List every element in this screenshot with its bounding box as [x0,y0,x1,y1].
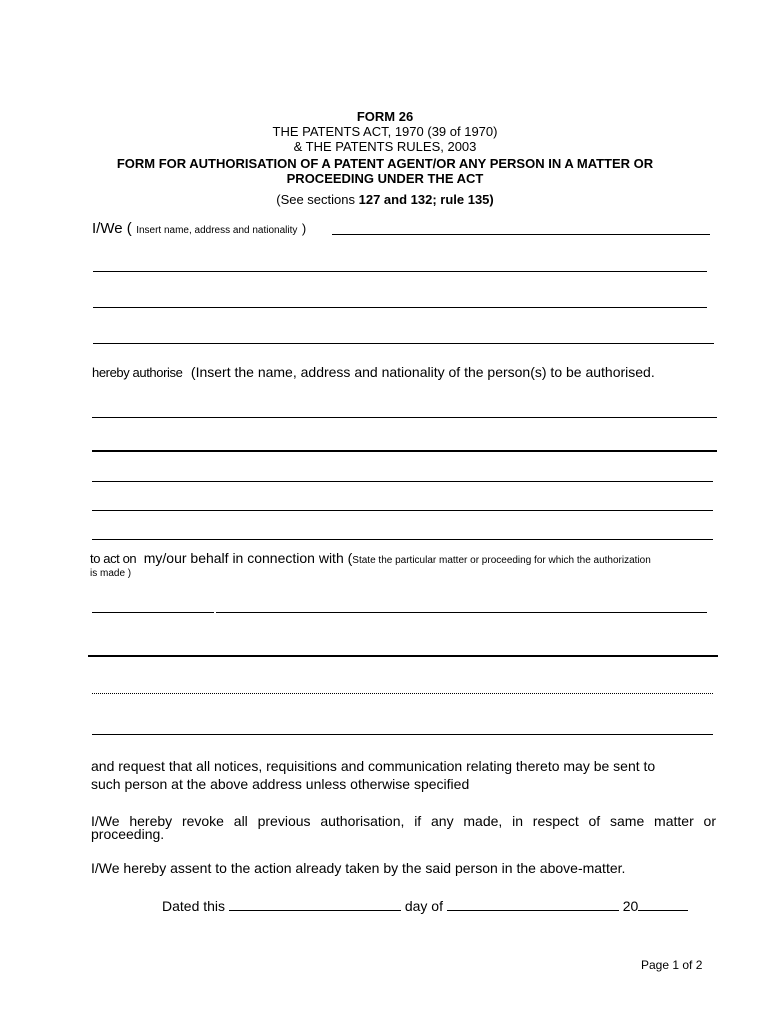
dated-month-field[interactable] [447,896,619,911]
matter-line-4[interactable] [92,734,713,735]
rules-title: & THE PATENTS RULES, 2003 [293,139,477,154]
authorise-label: hereby authorise [92,365,183,380]
we-row [92,220,306,238]
dated-year-field[interactable] [638,896,688,911]
authorise-row [92,364,655,382]
act-row [90,550,651,568]
revoke-line1: I/We hereby revoke all previous authorisation, if any made, in respect of same matter or [91,813,716,829]
matter-line-2[interactable] [88,655,718,657]
act-text: my/our behalf in connection with ( [143,550,353,566]
see-sections-prefix: (See sections [276,192,359,207]
we-name-field[interactable] [332,234,710,235]
dated-row [162,896,688,914]
we-address-line-2[interactable] [93,307,707,308]
act-hint-line2: is made ) [90,568,132,579]
matter-line-3[interactable] [92,693,713,694]
dated-day-field[interactable] [229,896,401,911]
authorise-hint: (Insert the name, address and nationality of the person(s) to be authorised. [190,364,655,380]
we-hint: Insert name, address and nationality [136,225,298,236]
act-label: to act on [90,551,137,566]
dated-prefix: Dated this [162,898,226,914]
dated-middle: day of [404,898,443,914]
we-label: I/We ( [92,220,132,237]
authorised-person-line-5[interactable] [92,539,713,540]
authorised-person-line-4[interactable] [92,510,713,511]
matter-line-1-start[interactable] [92,612,214,613]
authorised-person-line-2[interactable] [92,450,717,452]
request-line1: and request that all notices, requisitions and communication relating thereto may be sent to [91,758,656,774]
we-close: ) [301,221,307,236]
request-line2: such person at the above address unless otherwise specified [91,776,470,792]
act-title: THE PATENTS ACT, 1970 (39 of 1970) [272,124,498,139]
form-title-line2: PROCEEDING UNDER THE ACT [286,171,484,186]
form-number: FORM 26 [356,109,414,124]
form-title-line1: FORM FOR AUTHORISATION OF A PATENT AGENT/OR ANY PERSON IN A MATTER OR [116,156,654,171]
we-address-line-3[interactable] [93,343,714,344]
authorised-person-line-3[interactable] [92,481,713,482]
authorised-person-line-1[interactable] [92,417,717,418]
act-hint-line1: State the particular matter or proceeding for which the authorization [352,555,651,566]
matter-line-1[interactable] [216,612,707,613]
see-sections-bold: 127 and 132; rule 135) [358,192,494,207]
revoke-line2: proceeding. [91,826,165,842]
assent-text: I/We hereby assent to the action already taken by the said person in the above-matter. [91,860,626,876]
we-address-line-1[interactable] [93,271,707,272]
dated-year-prefix: 20 [622,898,639,914]
see-sections [0,192,770,207]
page-number: Page 1 of 2 [641,958,703,972]
